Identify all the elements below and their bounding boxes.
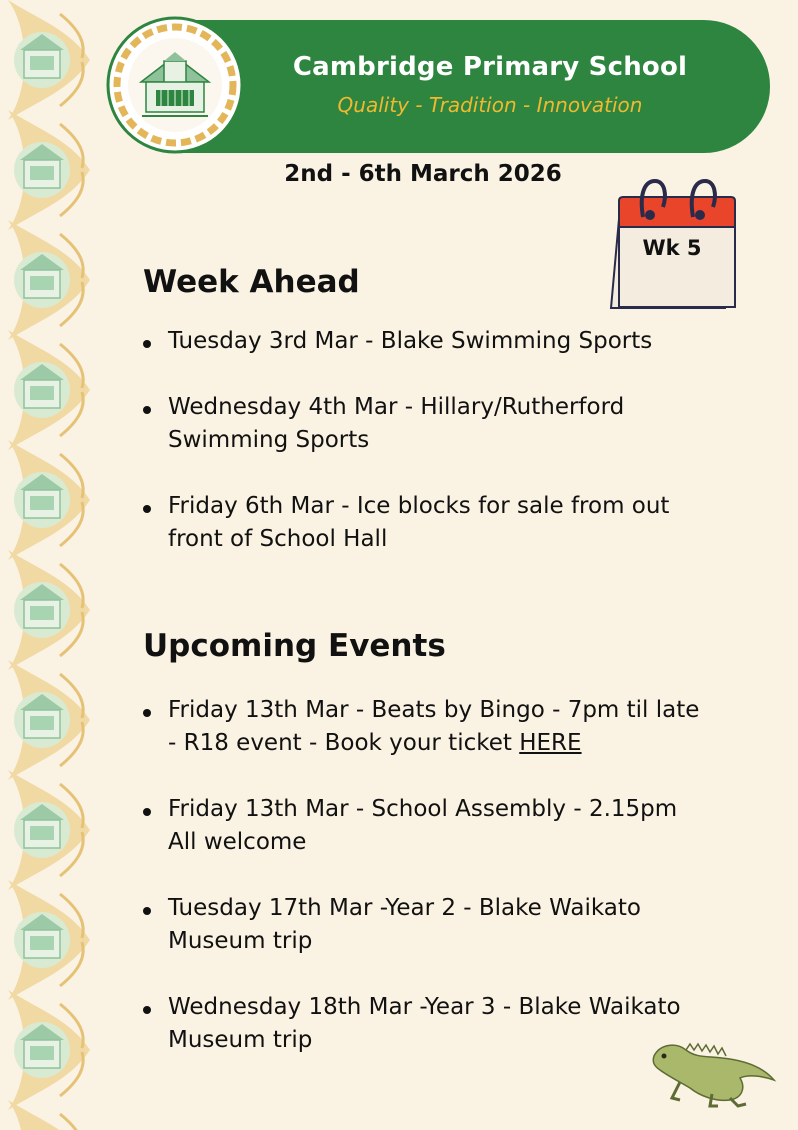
upcoming-events-list: [143, 694, 763, 1090]
tuatara-icon: [650, 1036, 778, 1110]
week-ahead-heading: Week Ahead: [143, 264, 360, 300]
list-item: [143, 325, 763, 358]
school-logo-icon: [106, 16, 244, 154]
bullet-icon: [143, 1006, 151, 1014]
event-text: Swimming Sports: [168, 427, 370, 453]
ticket-link[interactable]: HERE: [519, 730, 582, 756]
school-motto: Quality - Tradition - Innovation: [337, 93, 643, 117]
event-text: Friday 13th Mar - School Assembly - 2.15pm: [168, 796, 678, 822]
event-text: Museum trip: [168, 1027, 313, 1053]
bullet-icon: [143, 808, 151, 816]
upcoming-events-heading: Upcoming Events: [143, 628, 446, 664]
bullet-icon: [143, 406, 151, 414]
school-name: Cambridge Primary School: [292, 52, 688, 82]
bullet-icon: [143, 709, 151, 717]
header-banner: [176, 20, 770, 153]
event-text: Friday 13th Mar - Beats by Bingo - 7pm til late: [168, 697, 700, 723]
list-item: [143, 892, 763, 958]
event-text: Friday 6th Mar - Ice blocks for sale from out: [168, 493, 670, 519]
bullet-icon: [143, 340, 151, 348]
event-text: Tuesday 3rd Mar - Blake Swimming Sports: [168, 328, 653, 354]
event-text: front of School Hall: [168, 526, 388, 552]
event-text: - R18 event - Book your ticket: [168, 730, 520, 756]
week-number-label: Wk 5: [642, 236, 702, 260]
list-item: [143, 694, 763, 760]
list-item: [143, 391, 763, 457]
week-ahead-list: [143, 325, 763, 589]
event-text: All welcome: [168, 829, 307, 855]
decorative-border: [0, 0, 96, 1130]
event-text: Wednesday 18th Mar -Year 3 - Blake Waikato: [168, 994, 681, 1020]
bullet-icon: [143, 907, 151, 915]
event-text: Tuesday 17th Mar -Year 2 - Blake Waikato: [168, 895, 641, 921]
event-text: Museum trip: [168, 928, 313, 954]
list-item: [143, 490, 763, 556]
date-range: 2nd - 6th March 2026: [284, 161, 562, 187]
bullet-icon: [143, 505, 151, 513]
list-item: [143, 793, 763, 859]
event-text: Wednesday 4th Mar - Hillary/Rutherford: [168, 394, 625, 420]
